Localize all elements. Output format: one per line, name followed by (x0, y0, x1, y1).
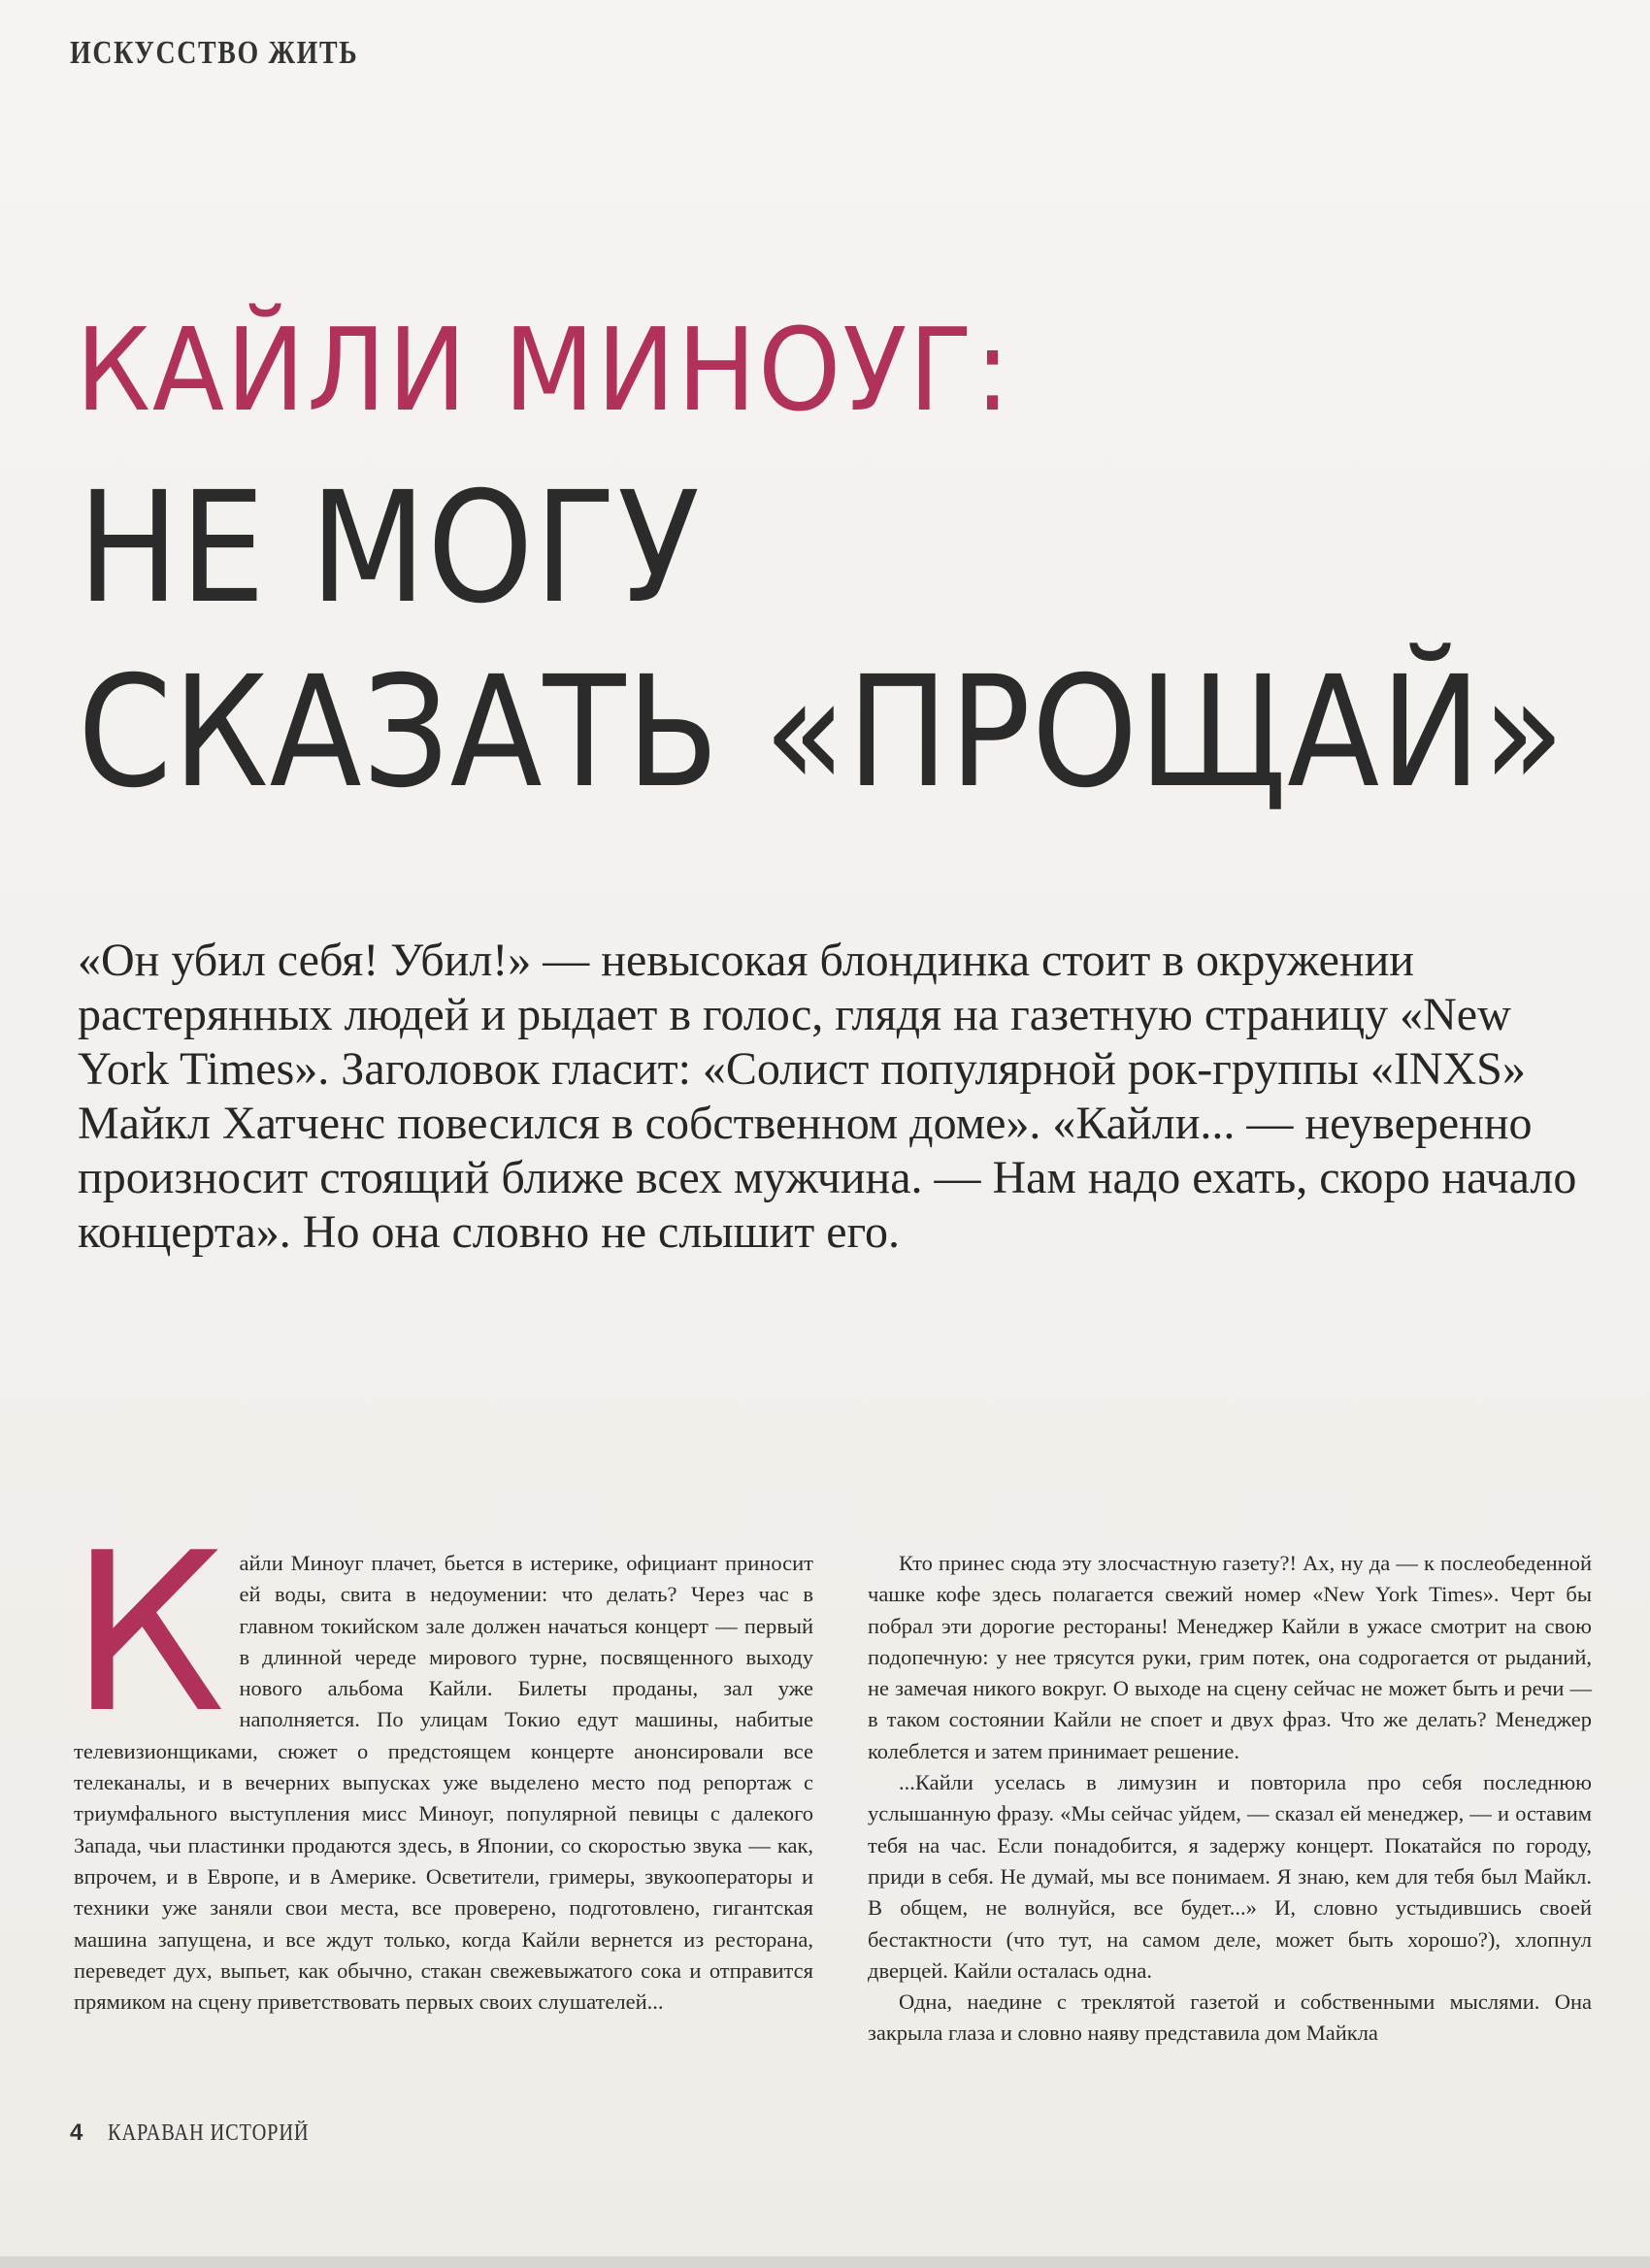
headline-line-1: КАЙЛИ МИНОУГ: (76, 303, 1012, 437)
headline-line-3: СКАЗАТЬ «ПРОЩАЙ» (78, 643, 1566, 822)
article-column-left (70, 1506, 813, 2018)
body-paragraph: Одна, наедине с треклятой газетой и собственными мыслями. Она закрыла глаза и словно наяву представила дом Майкла (868, 1989, 1592, 2046)
headline-line-2: НЕ МОГУ (78, 459, 701, 638)
magazine-name: КАРАВАН ИСТОРИЙ (108, 2120, 310, 2146)
page-number: 4 (70, 2120, 84, 2146)
page-edge (0, 2256, 1650, 2268)
lead-paragraph: «Он убил себя! Убил!» — невысокая блондинка стоит в окружении растерянных людей и рыдает в голос, глядя на газетную страницу «New York Times». Заголовок гласит: «Солист популярной рок-группы «INXS» Майкл Хатченс повесился в собственном доме». «Кайли... — неуверенно произносит стоящий ближе всех мужчина. — Нам надо ехать, скоро начало концерта». Но она словно не слышит его. (78, 935, 1577, 1258)
body-paragraph: ...Кайли уселась в лимузин и повторила про себя последнюю услышанную фразу. «Мы сейчас уйдем, — сказал ей менеджер, — и оставим тебя на час. Если понадобится, я задержу концерт. Покатайся по городу, приди в себя. Не думай, мы все понимаем. Я знаю, кем для тебя был Майкл. В общем, не волнуйся, все будет...» И, словно устыдившись своей бестактности (что тут, на самом деле, может быть хорошо?), хлопнул дверцей. Кайли осталась одна. (868, 1770, 1592, 1983)
page-footer (70, 2120, 346, 2147)
drop-cap: К (70, 1506, 226, 1761)
section-rubric: ИСКУССТВО ЖИТЬ (70, 35, 359, 71)
body-paragraph: айли Миноуг плачет, бьется в истерике, официант приносит ей воды, свита в недоумении: что делать? Через час в главном токийском зале должен начаться концерт — первый в длинной череде мирового турне, посвященного выходу нового альбома Кайли. Билеты проданы, зал уже наполняется. По улицам Токио едут машины, набитые телевизионщиками, сюжет о предстоящем концерте анонсировали все телеканалы, и в вечерних выпусках уже выделено место под репортаж с триумфального выступления мисс Миноуг, популярной певицы с далекого Запада, чьи пластинки продаются здесь, в Японии, со скоростью звука — как, впрочем, и в Европе, и в Америке. Осветители, гримеры, звукооператоры и техники уже заняли свои места, все проверено, подготовлено, гигантская машина запущена, и все ждут только, когда Кайли вернется из ресторана, переведет дух, выпьет, как обычно, стакан свежевыжатого сока и отправится прямиком на сцену приветствовать первых своих слушателей... (74, 1551, 813, 2015)
body-paragraph: Кто принес сюда эту злосчастную газету?! Ах, ну да — к послеобеденной чашке кофе здесь полагается свежий номер «New York Times». Черт бы побрал эти дорогие рестораны! Менеджер Кайли в ужасе смотрит на свою подопечную: у нее трясутся руки, грим потек, она содрогается от рыданий, не замечая никого вокруг. О выходе на сцену сейчас не может быть и речи — в таком состоянии Кайли не споет и двух фраз. Что же делать? Менеджер колеблется и затем принимает решение. (868, 1551, 1592, 1763)
article-column-right (868, 1548, 1592, 2050)
